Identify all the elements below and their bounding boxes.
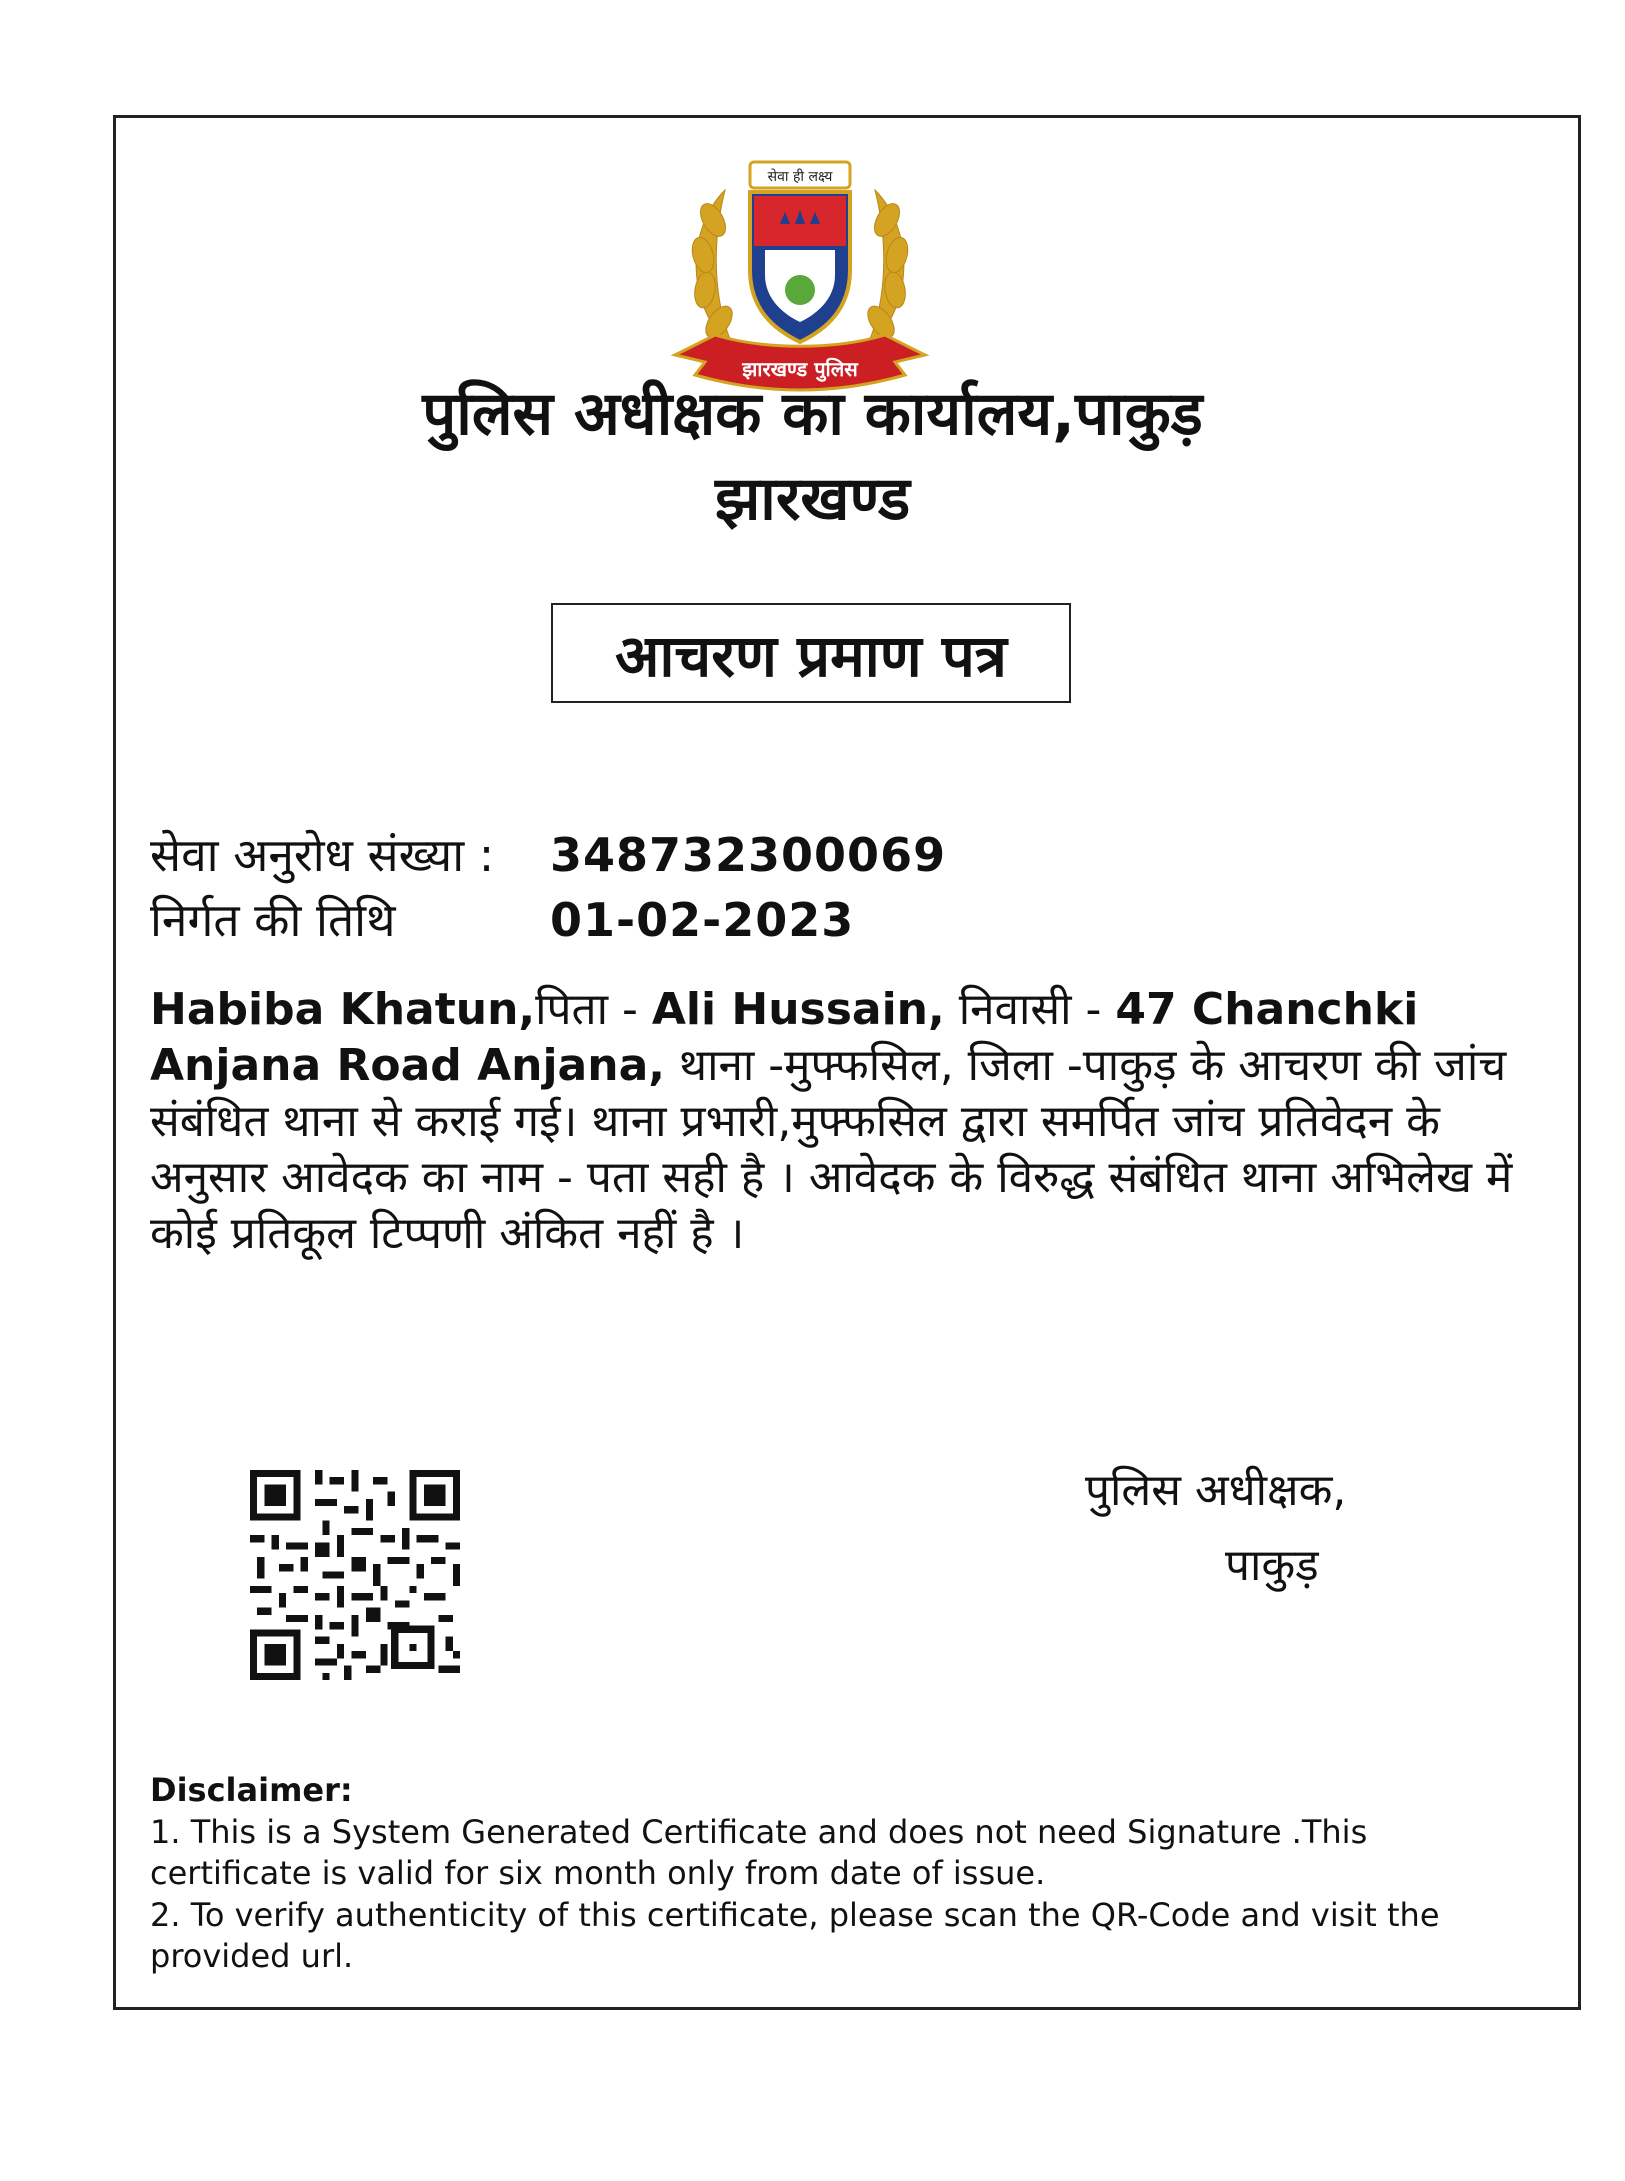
- applicant-name: Habiba Khatun,: [150, 984, 536, 1035]
- resident-label: निवासी -: [944, 984, 1116, 1035]
- emblem-motto: सेवा ही लक्ष्य: [767, 169, 833, 185]
- disclaimer-title: Disclaimer:: [150, 1771, 353, 1809]
- shield: [750, 192, 850, 342]
- disclaimer-item: 1. This is a System Generated Certificate and does not need Signature .This certificate is valid for six month only from date of issue.: [150, 1812, 1368, 1893]
- father-name: Ali Hussain,: [651, 984, 945, 1035]
- certificate-title-text: आचरण प्रमाण पत्र: [615, 621, 1007, 690]
- emblem-banner-text: झारखण्ड पुलिस: [742, 357, 858, 381]
- issue-date-value: 01-02-2023: [550, 893, 855, 947]
- signatory-title: पुलिस अधीक्षक,: [1085, 1465, 1347, 1516]
- certificate-body: [150, 982, 1550, 1261]
- verification-qr-code[interactable]: [250, 1470, 460, 1680]
- request-number-row: [150, 828, 946, 883]
- issue-date-label: निर्गत की तिथि: [150, 893, 396, 947]
- disclaimer-item: 2. To verify authenticity of this certificate, please scan the QR-Code and visit the provided url.: [150, 1895, 1440, 1976]
- father-label: पिता -: [535, 984, 652, 1035]
- office-title: पुलिस अधीक्षक का कार्यालय,पाकुड़: [422, 379, 1203, 449]
- jharkhand-police-emblem: [655, 150, 945, 400]
- office-state: झारखण्ड: [714, 464, 911, 534]
- disclaimer: [150, 1770, 1530, 1978]
- issue-date-row: [150, 893, 854, 948]
- body-statement: थाना -मुफ्फसिल, जिला -पाकुड़ के आचरण की जांच संबंधित थाना से कराई गई। थाना प्रभारी,मुफ्फसिल द्वारा समर्पित जांच प्रतिवेदन के अनुसार आवेदक का नाम - पता सही है । आवेदक के विरुद्ध संबंधित थाना अभिलेख में कोई प्रतिकूल टिप्पणी अंकित नहीं है ।: [150, 1039, 1513, 1259]
- request-number-value: 348732300069: [550, 828, 947, 882]
- applicant-address: 47 Chanchki Anjana Road Anjana,: [150, 984, 1419, 1091]
- request-number-label: सेवा अनुरोध संख्या :: [150, 828, 495, 882]
- certificate-title: [551, 603, 1071, 703]
- signatory-location: पाकुड़: [1225, 1540, 1319, 1591]
